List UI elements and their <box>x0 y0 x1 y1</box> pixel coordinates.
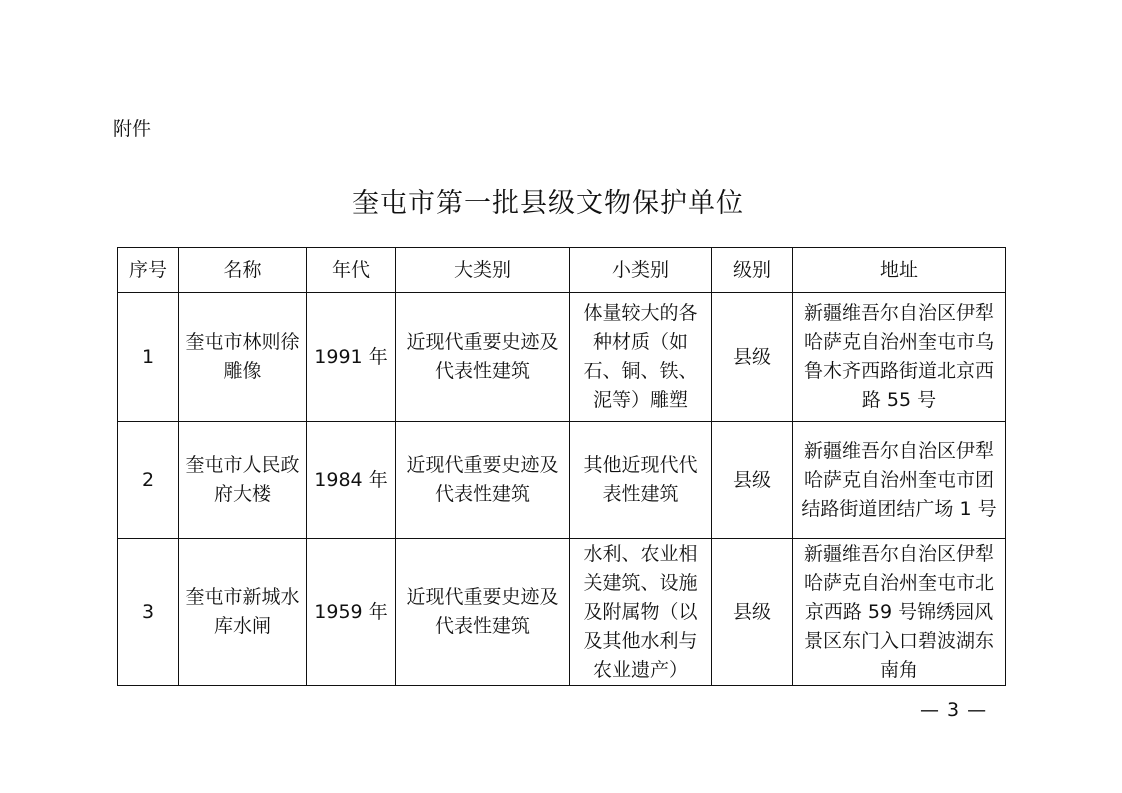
cell-name: 奎屯市新城水库水闸 <box>179 539 307 686</box>
cell-major-category: 近现代重要史迹及代表性建筑 <box>396 293 570 422</box>
cell-index: 2 <box>118 422 179 539</box>
header-address: 地址 <box>793 248 1006 293</box>
cell-index: 3 <box>118 539 179 686</box>
cell-index: 1 <box>118 293 179 422</box>
cell-major-category: 近现代重要史迹及代表性建筑 <box>396 539 570 686</box>
cell-address: 新疆维吾尔自治区伊犁哈萨克自治州奎屯市北京西路 59 号锦绣园风景区东门入口碧波湖东南角 <box>793 539 1006 686</box>
heritage-table <box>117 247 1006 686</box>
cell-era: 1984 年 <box>307 422 396 539</box>
table-row <box>118 422 1006 539</box>
table-row <box>118 539 1006 686</box>
cell-sub-category: 其他近现代代表性建筑 <box>570 422 712 539</box>
cell-address: 新疆维吾尔自治区伊犁哈萨克自治州奎屯市乌鲁木齐西路街道北京西路 55 号 <box>793 293 1006 422</box>
header-major-category: 大类别 <box>396 248 570 293</box>
header-name: 名称 <box>179 248 307 293</box>
attachment-label: 附件 <box>113 118 152 140</box>
cell-name: 奎屯市林则徐雕像 <box>179 293 307 422</box>
cell-level: 县级 <box>712 539 793 686</box>
cell-name: 奎屯市人民政府大楼 <box>179 422 307 539</box>
page-number: — 3 — <box>920 699 988 721</box>
cell-sub-category: 水利、农业相关建筑、设施及附属物（以及其他水利与农业遗产） <box>570 539 712 686</box>
cell-level: 县级 <box>712 422 793 539</box>
table-row <box>118 293 1006 422</box>
cell-address: 新疆维吾尔自治区伊犁哈萨克自治州奎屯市团结路街道团结广场 1 号 <box>793 422 1006 539</box>
cell-major-category: 近现代重要史迹及代表性建筑 <box>396 422 570 539</box>
cell-era: 1991 年 <box>307 293 396 422</box>
cell-level: 县级 <box>712 293 793 422</box>
header-index: 序号 <box>118 248 179 293</box>
table-header-row <box>118 248 1006 293</box>
cell-era: 1959 年 <box>307 539 396 686</box>
header-era: 年代 <box>307 248 396 293</box>
cell-sub-category: 体量较大的各种材质（如石、铜、铁、泥等）雕塑 <box>570 293 712 422</box>
header-level: 级别 <box>712 248 793 293</box>
header-sub-category: 小类别 <box>570 248 712 293</box>
document-title: 奎屯市第一批县级文物保护单位 <box>352 188 744 219</box>
